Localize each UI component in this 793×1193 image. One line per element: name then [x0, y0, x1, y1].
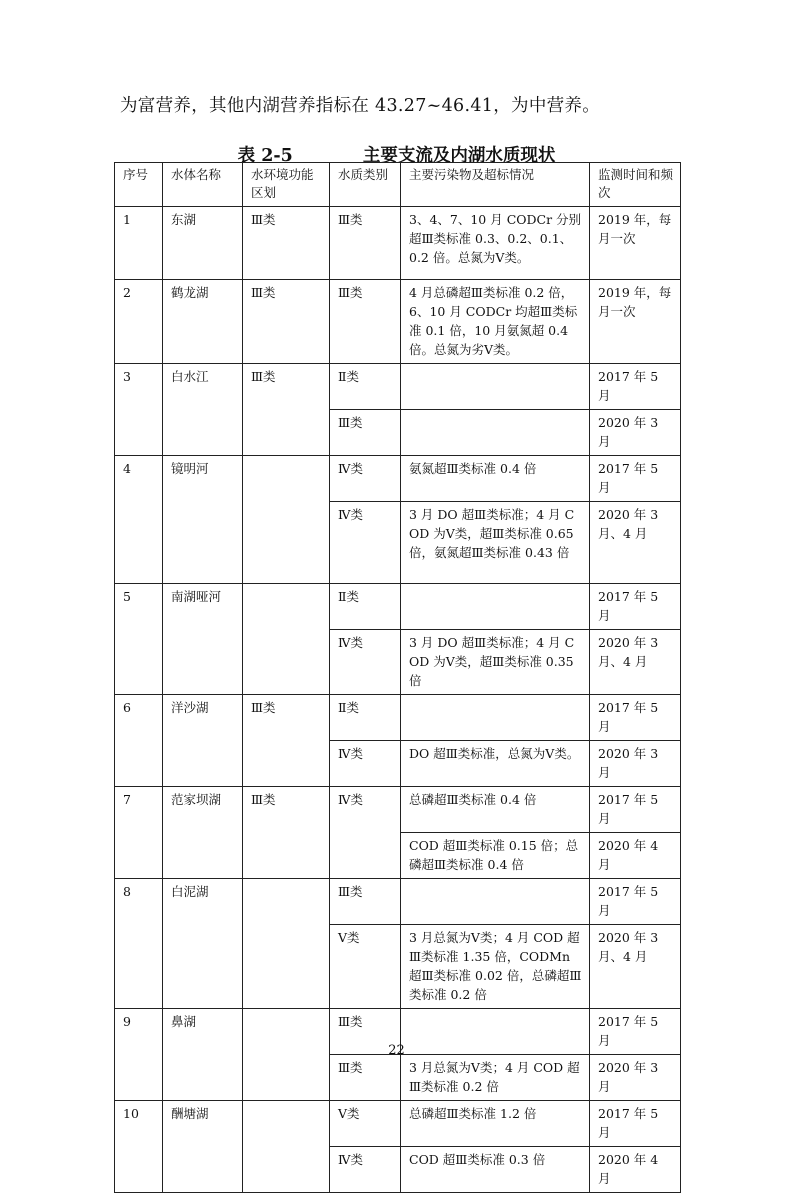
cell-time: 2020 年 3 月、4 月 — [590, 502, 681, 584]
cell-time: 2020 年 3 月 — [590, 410, 681, 456]
cell-pollutant: 3、4、7、10 月 CODCr 分别超Ⅲ类标准 0.3、0.2、0.1、0.2 倍。总氮为Ⅴ类。 — [401, 207, 590, 280]
cell-time: 2020 年 3 月 — [590, 1055, 681, 1101]
cell-class: Ⅴ类 — [330, 1101, 401, 1147]
table-row — [115, 584, 681, 630]
cell-no: 2 — [115, 280, 163, 364]
cell-time: 2020 年 4 月 — [590, 833, 681, 879]
cell-time: 2019 年，每月一次 — [590, 207, 681, 280]
cell-class: Ⅲ类 — [330, 1009, 401, 1055]
cell-pollutant: 4 月总磷超Ⅲ类标准 0.2 倍，6、10 月 CODCr 均超Ⅲ类标准 0.1 倍，10 月氨氮超 0.4 倍。总氮为劣Ⅴ类。 — [401, 280, 590, 364]
cell-zone: Ⅲ类 — [243, 280, 330, 364]
cell-time: 2017 年 5 月 — [590, 456, 681, 502]
cell-time: 2019 年，每月一次 — [590, 280, 681, 364]
cell-pollutant — [401, 584, 590, 630]
cell-time: 2017 年 5 月 — [590, 787, 681, 833]
cell-pollutant — [401, 410, 590, 456]
cell-time: 2020 年 3 月 — [590, 741, 681, 787]
cell-zone — [243, 879, 330, 1009]
cell-no: 5 — [115, 584, 163, 695]
cell-class: Ⅲ类 — [330, 1055, 401, 1101]
cell-class: Ⅳ类 — [330, 502, 401, 584]
cell-no: 7 — [115, 787, 163, 879]
cell-no: 4 — [115, 456, 163, 584]
cell-pollutant: 3 月 DO 超Ⅲ类标准；4 月 COD 为Ⅴ类，超Ⅲ类标准 0.65 倍，氨氮超Ⅲ类标准 0.43 倍 — [401, 502, 590, 584]
cell-zone — [243, 1101, 330, 1193]
cell-name: 南湖哑河 — [163, 584, 243, 695]
cell-zone — [243, 584, 330, 695]
table-number: 表 2-5 — [237, 146, 293, 166]
cell-class: Ⅳ类 — [330, 456, 401, 502]
cell-name: 白水江 — [163, 364, 243, 456]
cell-pollutant — [401, 364, 590, 410]
table-row — [115, 787, 681, 833]
cell-class: Ⅲ类 — [330, 207, 401, 280]
cell-name: 鹤龙湖 — [163, 280, 243, 364]
cell-class: Ⅳ类 — [330, 787, 401, 879]
cell-class: Ⅴ类 — [330, 925, 401, 1009]
cell-class: Ⅲ类 — [330, 410, 401, 456]
cell-name: 镜明河 — [163, 456, 243, 584]
table-row — [115, 1101, 681, 1147]
cell-time: 2017 年 5 月 — [590, 1009, 681, 1055]
cell-no: 9 — [115, 1009, 163, 1101]
cell-name: 东湖 — [163, 207, 243, 280]
header-cell: 水质类别 — [330, 163, 401, 207]
cell-class: Ⅱ类 — [330, 584, 401, 630]
cell-pollutant: 总磷超Ⅲ类标准 0.4 倍 — [401, 787, 590, 833]
cell-no: 8 — [115, 879, 163, 1009]
header-cell: 主要污染物及超标情况 — [401, 163, 590, 207]
cell-class: Ⅲ类 — [330, 280, 401, 364]
header-cell: 序号 — [115, 163, 163, 207]
cell-pollutant: COD 超Ⅲ类标准 0.15 倍；总磷超Ⅲ类标准 0.4 倍 — [401, 833, 590, 879]
cell-class: Ⅱ类 — [330, 695, 401, 741]
cell-zone: Ⅲ类 — [243, 207, 330, 280]
cell-time: 2020 年 3 月、4 月 — [590, 925, 681, 1009]
table-title: 主要支流及内湖水质现状 — [362, 146, 556, 166]
cell-no: 1 — [115, 207, 163, 280]
cell-zone — [243, 456, 330, 584]
cell-class: Ⅳ类 — [330, 630, 401, 695]
cell-time: 2017 年 5 月 — [590, 879, 681, 925]
cell-class: Ⅳ类 — [330, 741, 401, 787]
cell-no: 10 — [115, 1101, 163, 1193]
cell-time: 2017 年 5 月 — [590, 364, 681, 410]
cell-pollutant: 氨氮超Ⅲ类标准 0.4 倍 — [401, 456, 590, 502]
cell-zone: Ⅲ类 — [243, 364, 330, 456]
cell-time: 2017 年 5 月 — [590, 695, 681, 741]
cell-name: 洋沙湖 — [163, 695, 243, 787]
cell-time: 2017 年 5 月 — [590, 1101, 681, 1147]
table-row — [115, 280, 681, 364]
cell-pollutant: 总磷超Ⅲ类标准 1.2 倍 — [401, 1101, 590, 1147]
cell-zone: Ⅲ类 — [243, 695, 330, 787]
table-row — [115, 456, 681, 502]
cell-no: 3 — [115, 364, 163, 456]
cell-class: Ⅳ类 — [330, 1147, 401, 1193]
cell-class: Ⅱ类 — [330, 364, 401, 410]
cell-time: 2020 年 4 月 — [590, 1147, 681, 1193]
table-row — [115, 879, 681, 925]
cell-pollutant: 3 月总氮为Ⅴ类；4 月 COD 超Ⅲ类标准 0.2 倍 — [401, 1055, 590, 1101]
cell-name: 范家坝湖 — [163, 787, 243, 879]
cell-name: 酬塘湖 — [163, 1101, 243, 1193]
table-row — [115, 695, 681, 741]
cell-class: Ⅲ类 — [330, 879, 401, 925]
cell-name: 白泥湖 — [163, 879, 243, 1009]
page-number: 22 — [388, 1043, 405, 1058]
header-cell: 水体名称 — [163, 163, 243, 207]
cell-pollutant: 3 月 DO 超Ⅲ类标准；4 月 COD 为Ⅴ类，超Ⅲ类标准 0.35 倍 — [401, 630, 590, 695]
cell-pollutant: COD 超Ⅲ类标准 0.3 倍 — [401, 1147, 590, 1193]
table-row — [115, 207, 681, 280]
cell-pollutant: DO 超Ⅲ类标准，总氮为Ⅴ类。 — [401, 741, 590, 787]
cell-pollutant: 3 月总氮为Ⅴ类；4 月 COD 超Ⅲ类标准 1.35 倍，CODMn 超Ⅲ类标准 0.02 倍，总磷超Ⅲ类标准 0.2 倍 — [401, 925, 590, 1009]
cell-time: 2017 年 5 月 — [590, 584, 681, 630]
cell-name: 鼻湖 — [163, 1009, 243, 1101]
cell-no: 6 — [115, 695, 163, 787]
table-row — [115, 364, 681, 410]
header-cell: 水环境功能区划 — [243, 163, 330, 207]
cell-time: 2020 年 3 月、4 月 — [590, 630, 681, 695]
water-quality-table — [114, 162, 681, 1193]
header-cell: 监测时间和频次 — [590, 163, 681, 207]
cell-pollutant — [401, 695, 590, 741]
cell-zone: Ⅲ类 — [243, 787, 330, 879]
table-header-row — [115, 163, 681, 207]
cell-pollutant — [401, 879, 590, 925]
intro-paragraph: 为富营养，其他内湖营养指标在 43.27~46.41，为中营养。 — [120, 96, 601, 116]
